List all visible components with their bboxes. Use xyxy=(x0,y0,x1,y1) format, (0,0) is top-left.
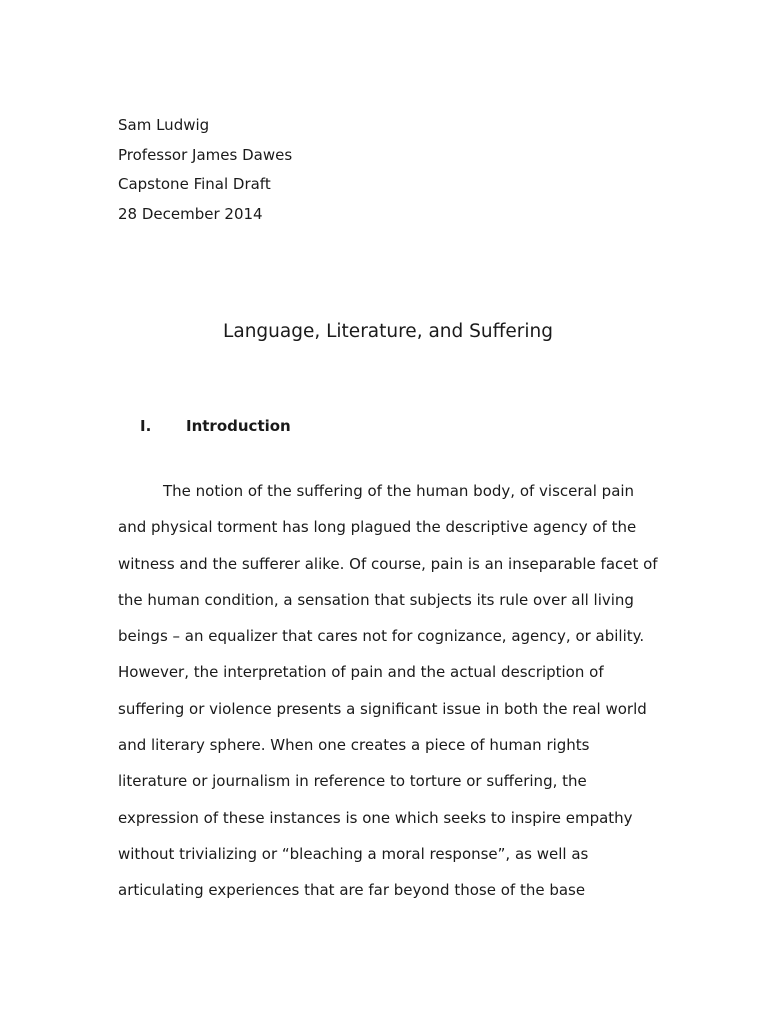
section-title: Introduction xyxy=(186,417,291,435)
document-date: 28 December 2014 xyxy=(118,204,263,223)
section-heading xyxy=(140,414,291,438)
body-paragraph xyxy=(118,473,678,909)
paragraph-line: The notion of the suffering of the human body, of visceral pain xyxy=(163,482,635,500)
document-title: Language, Literature, and Suffering xyxy=(223,321,553,342)
section-number: I. xyxy=(140,417,152,435)
paragraph-line: the human condition, a sensation that subjects its rule over all living xyxy=(118,590,634,609)
paragraph-line: and literary sphere. When one creates a piece of human rights xyxy=(118,736,590,755)
course-name: Capstone Final Draft xyxy=(118,175,271,193)
paragraph-line: expression of these instances is one which seeks to inspire empathy xyxy=(118,808,633,827)
paragraph-line: literature or journalism in reference to torture or suffering, the xyxy=(118,772,587,791)
paragraph-line: beings – an equalizer that cares not for cognizance, agency, or ability. xyxy=(118,627,645,646)
paragraph-line: and physical torment has long plagued the descriptive agency of the xyxy=(118,518,637,537)
paragraph-line: witness and the sufferer alike. Of course, pain is an inseparable facet of xyxy=(118,554,658,573)
author-name: Sam Ludwig xyxy=(118,116,210,134)
paragraph-line: suffering or violence presents a significant issue in both the real world xyxy=(118,699,647,718)
document-header xyxy=(118,111,292,229)
paragraph-line: without trivializing or “bleaching a moral response”, as well as xyxy=(118,844,589,863)
paragraph-line: articulating experiences that are far beyond those of the base xyxy=(118,881,586,900)
professor-name: Professor James Dawes xyxy=(118,145,293,164)
paragraph-line: However, the interpretation of pain and the actual description of xyxy=(118,663,604,682)
